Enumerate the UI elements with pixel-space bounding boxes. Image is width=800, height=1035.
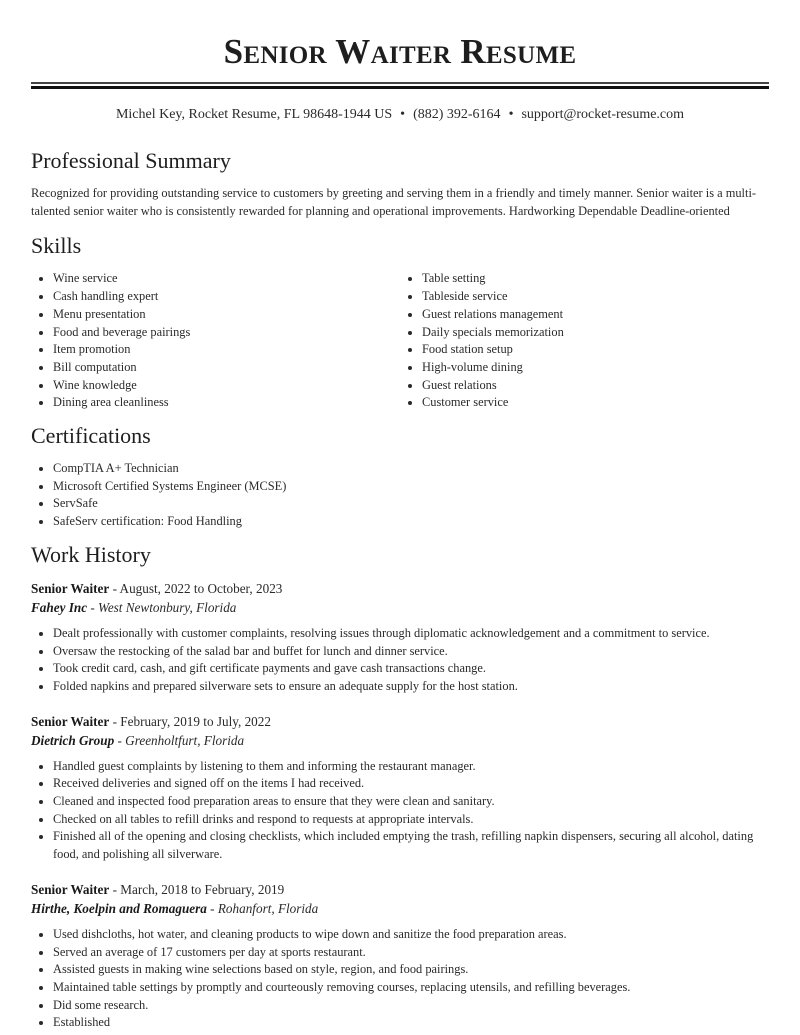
company-name: Dietrich Group: [31, 732, 115, 748]
job-entry: [31, 880, 769, 1032]
contact-email: support@rocket-resume.com: [521, 107, 685, 122]
divider-thin-line: [31, 82, 769, 84]
section-heading-summary: Professional Summary: [31, 148, 231, 173]
divider-thick-line: [31, 86, 769, 89]
job-bullet: • Served an average of 17 customers per day at sports restaurant.: [53, 944, 769, 962]
certification-item: • Microsoft Certified Systems Engineer (MCSE): [53, 478, 769, 496]
job-company-line: [31, 598, 769, 617]
job-bullets: [31, 758, 769, 864]
skill-item: • Food and beverage pairings: [53, 324, 400, 342]
skill-item: • Cash handling expert: [53, 288, 400, 306]
skill-item: • Customer service: [422, 394, 769, 412]
dash-separator: -: [109, 580, 120, 596]
job-title-line: [31, 579, 769, 598]
company-name: Hirthe, Koelpin and Romaguera: [31, 900, 207, 916]
skill-item: • Bill computation: [53, 359, 400, 377]
skill-item: • Dining area cleanliness: [53, 394, 400, 412]
job-title: Senior Waiter: [31, 580, 110, 596]
job-title-line: [31, 880, 769, 899]
contact-address: Michel Key, Rocket Resume, FL 98648-1944 US: [115, 107, 393, 122]
dash-separator: -: [109, 881, 121, 897]
job-dates: August, 2022 to October, 2023: [119, 580, 283, 596]
certification-item: • ServSafe: [53, 495, 769, 513]
job-bullets: [31, 926, 769, 1032]
section-heading-work-history: Work History: [31, 541, 151, 567]
skill-item: • Table setting: [422, 270, 769, 288]
contact-line: [31, 105, 769, 125]
certification-item: • CompTIA A+ Technician: [53, 460, 769, 478]
contact-phone: (882) 392-6164: [413, 107, 501, 122]
job-dates: February, 2019 to July, 2022: [120, 713, 271, 729]
job-bullet: • Checked on all tables to refill drinks and respond to requests at appropriate intervals.: [53, 811, 769, 829]
skill-item: • Guest relations: [422, 377, 769, 395]
skills-grid: [31, 270, 769, 412]
company-location: Rohanfort, Florida: [217, 900, 319, 916]
skill-item: • Wine knowledge: [53, 377, 400, 395]
dash-separator: -: [206, 900, 218, 916]
job-bullet: • Dealt professionally with customer complaints, resolving issues through diplomatic acknowledgement and a commitment to service.: [53, 625, 769, 643]
resume-title: Senior Waiter Resume: [223, 32, 577, 71]
skill-item: • Daily specials memorization: [422, 324, 769, 342]
job-entry: [31, 712, 769, 864]
job-bullet: • Used dishcloths, hot water, and cleaning products to wipe down and sanitize the food preparation areas.: [53, 926, 769, 944]
skill-item: • Food station setup: [422, 341, 769, 359]
skills-list-right: [400, 270, 769, 412]
summary-text: Recognized for providing outstanding service to customers by greeting and serving them in a friendly and timely manner. Senior waiter is a multi-talented senior waiter who is consistently rewarded for planning and operational improvements. Hardworking Dependable Deadline-oriented: [31, 186, 757, 218]
job-title: Senior Waiter: [31, 713, 110, 729]
job-bullet: • Assisted guests in making wine selections based on style, region, and food pairings.: [53, 961, 769, 979]
certifications-list: [31, 460, 769, 531]
job-bullet: • Folded napkins and prepared silverware sets to ensure an adequate supply for the host station.: [53, 678, 769, 696]
job-bullet: • Finished all of the opening and closing checklists, which included emptying the trash, refilling napkin dispensers, securing all alcohol, dating food, and polishing all silverware.: [53, 828, 769, 863]
job-title-line: [31, 712, 769, 731]
dash-separator: -: [114, 732, 126, 748]
skill-item: • Wine service: [53, 270, 400, 288]
job-bullet: • Handled guest complaints by listening to them and informing the restaurant manager.: [53, 758, 769, 776]
company-name: Fahey Inc: [31, 599, 88, 615]
certification-item: • SafeServ certification: Food Handling: [53, 513, 769, 531]
section-heading-skills: Skills: [31, 233, 82, 259]
dash-separator: -: [109, 713, 121, 729]
dash-separator: -: [87, 599, 99, 615]
job-bullets: [31, 625, 769, 696]
skills-list-left: [31, 270, 400, 412]
title-divider: [31, 82, 769, 89]
job-bullet: • Maintained table settings by promptly and courteously removing courses, replacing utensils, and refilling beverages.: [53, 979, 769, 997]
skill-item: • Item promotion: [53, 341, 400, 359]
skill-item: • Menu presentation: [53, 306, 400, 324]
bullet-separator: •: [400, 107, 406, 122]
job-company-line: [31, 731, 769, 750]
job-company-line: [31, 899, 769, 918]
skill-item: • Tableside service: [422, 288, 769, 306]
job-bullet: • Took credit card, cash, and gift certificate payments and gave cash transactions change.: [53, 660, 769, 678]
skill-item: • High-volume dining: [422, 359, 769, 377]
job-entry: [31, 579, 769, 696]
bullet-separator: •: [508, 107, 514, 122]
section-heading-certifications: Certifications: [31, 423, 151, 449]
skill-item: • Guest relations management: [422, 306, 769, 324]
job-bullet: • Received deliveries and signed off on the items I had received.: [53, 775, 769, 793]
job-bullet: • Did some research.: [53, 997, 769, 1015]
job-title: Senior Waiter: [31, 881, 110, 897]
job-dates: March, 2018 to February, 2019: [120, 881, 285, 897]
company-location: Greenholtfurt, Florida: [125, 732, 245, 748]
job-bullet: • Established: [53, 1014, 769, 1032]
company-location: West Newtonbury, Florida: [98, 599, 237, 615]
job-bullet: • Cleaned and inspected food preparation areas to ensure that they were clean and sanitary.: [53, 793, 769, 811]
job-bullet: • Oversaw the restocking of the salad bar and buffet for lunch and dinner service.: [53, 643, 769, 661]
